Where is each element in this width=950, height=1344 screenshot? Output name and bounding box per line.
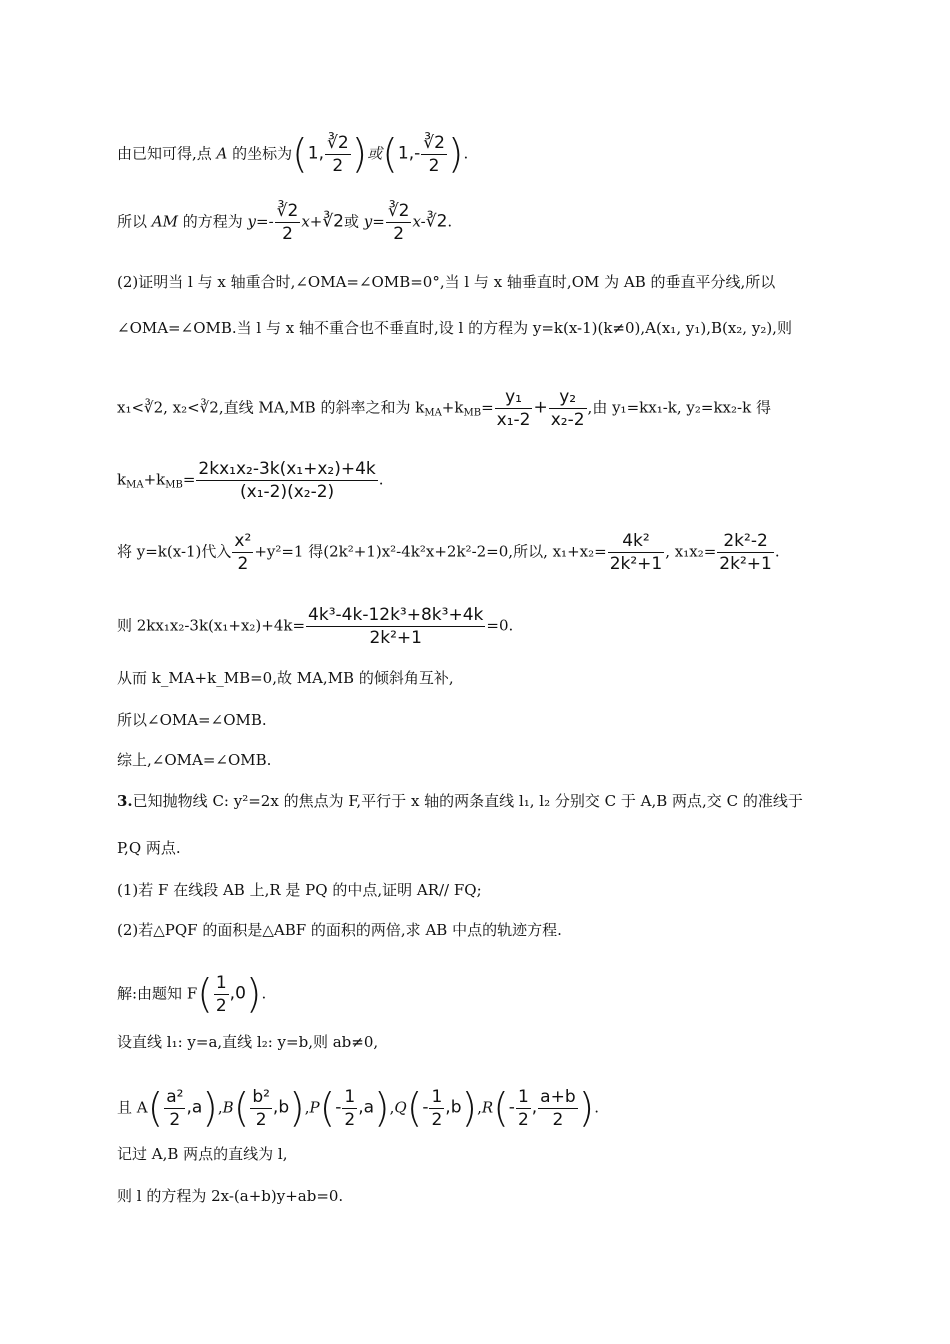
text-line: P,Q 两点. (117, 839, 181, 857)
paren-left: ( (493, 1085, 509, 1132)
text: . (463, 144, 469, 163)
text-line (117, 132, 468, 177)
math: + (533, 397, 548, 418)
math: 1,- (397, 143, 421, 164)
numerator: y₂ (549, 386, 587, 409)
numerator: ∛2 (327, 133, 349, 153)
fraction (306, 604, 485, 649)
fraction (342, 1086, 357, 1131)
text: 或 (367, 144, 383, 163)
math-var: R (481, 1098, 494, 1117)
denominator: 2 (332, 156, 344, 176)
fraction (275, 200, 301, 245)
text-line (117, 530, 780, 575)
paren-left: ( (292, 131, 308, 178)
fraction (386, 200, 412, 245)
numerator: ∛2 (276, 201, 299, 221)
text: 或 (344, 212, 364, 231)
fraction (429, 1086, 444, 1131)
denominator: x₂-2 (550, 410, 585, 430)
fraction (538, 1086, 577, 1131)
text: +k (143, 470, 166, 489)
numerator: 2kx₁x₂-3k(x₁+x₂)+4k (198, 459, 376, 479)
subscript: MB (463, 407, 482, 419)
numerator: 1 (517, 1087, 529, 1107)
paren-right: ) (202, 1085, 218, 1132)
text: = (481, 398, 494, 417)
numerator: x² (234, 531, 252, 551)
text-line: 设直线 l₁: y=a,直线 l₂: y=b,则 ab≠0, (117, 1033, 379, 1051)
denominator: 2 (552, 1110, 564, 1130)
fraction (549, 386, 587, 431)
text-line: 则 l 的方程为 2x-(a+b)y+ab=0. (117, 1187, 344, 1205)
numerator: a+b (540, 1087, 576, 1107)
numerator: ∛2 (387, 201, 410, 221)
fraction (495, 386, 533, 431)
denominator: (x₁-2)(x₂-2) (240, 482, 335, 502)
text: . (594, 1098, 600, 1117)
math-var: B (222, 1098, 234, 1117)
text: , x₁x₂= (665, 542, 717, 561)
paren-left: ( (147, 1085, 164, 1132)
text: +k (441, 398, 464, 417)
text: 已知抛物线 C: y²=2x 的焦点为 F,平行于 x 轴的两条直线 l₁, l₂ 分别交 C 于 A,B 两点,交 C 的准线于 (132, 792, 803, 810)
paren-right: ) (351, 131, 368, 178)
fraction (608, 530, 665, 575)
text: 由已知可得,点 (117, 144, 217, 163)
numerator: 4k² (608, 530, 665, 553)
text: =0. (486, 616, 514, 635)
fraction (250, 1086, 272, 1131)
text-line (117, 604, 513, 649)
denominator: 2 (431, 1110, 443, 1130)
text-line: (2)若△PQF 的面积是△ABF 的面积的两倍,求 AB 中点的轨迹方程. (117, 921, 562, 939)
math-var: A (216, 144, 228, 163)
subscript: MA (424, 407, 442, 419)
denominator: 2 (517, 1110, 529, 1130)
denominator: 2 (215, 996, 227, 1016)
math: 1, (307, 143, 325, 164)
math: ,a (186, 1097, 203, 1118)
paren-left: ( (197, 971, 213, 1018)
math: - (508, 1097, 515, 1118)
text: 将 y=k(x-1)代入 (117, 542, 232, 561)
paren-left: ( (319, 1085, 336, 1132)
text-line: 所以∠OMA=∠OMB. (117, 711, 267, 729)
denominator: 2 (428, 156, 440, 176)
numerator: ∛2 (423, 133, 445, 153)
fraction (516, 1086, 531, 1131)
math: ,0 (229, 983, 246, 1004)
denominator: 2k²+1 (609, 554, 663, 574)
fraction (196, 458, 377, 503)
text: = (182, 470, 196, 489)
denominator: 2 (344, 1110, 356, 1130)
text: . (447, 212, 453, 231)
numerator: 1 (431, 1087, 443, 1107)
paren-right: ) (374, 1085, 390, 1132)
math-var: Q (394, 1098, 407, 1117)
numerator: 1 (215, 973, 227, 993)
denominator: 2k²+1 (719, 554, 772, 574)
text: . (378, 470, 384, 489)
math: ∛2 (425, 211, 448, 232)
text-line: 综上,∠OMA=∠OMB. (117, 751, 272, 769)
text: ,由 y₁=kx₁-k, y₂=kx₂-k 得 (587, 398, 771, 417)
denominator: 2 (169, 1110, 181, 1130)
denominator: 2 (282, 224, 293, 244)
numerator: b² (252, 1087, 270, 1107)
numerator: a² (166, 1087, 184, 1107)
text: 解:由题知 F (117, 984, 198, 1003)
text-line (117, 200, 452, 245)
denominator: 2 (237, 554, 249, 574)
paren-left: ( (382, 131, 398, 178)
text-line (117, 386, 771, 431)
text: 的方程为 (177, 212, 248, 231)
numerator: 1 (344, 1087, 356, 1107)
fraction (325, 132, 351, 177)
text-line: ∠OMA=∠OMB.当 l 与 x 轴不重合也不垂直时,设 l 的方程为 y=k(x-1)(k≠0),A(x₁, y₁),B(x₂, y₂),则 (117, 319, 792, 337)
text-line (117, 972, 266, 1017)
paren-left: ( (406, 1085, 423, 1132)
numerator: y₁ (495, 386, 533, 409)
denominator: 2 (393, 224, 405, 244)
text-line (117, 458, 384, 503)
text-line: (2)证明当 l 与 x 轴重合时,∠OMA=∠OMB=0°,当 l 与 x 轴垂直时,OM 为 AB 的垂直平分线,所以 (117, 273, 776, 291)
numerator: 2k²-2 (717, 530, 774, 553)
math: y= (363, 212, 385, 231)
text-line: 从而 k_MA+k_MB=0,故 MA,MB 的倾斜角互补, (117, 669, 454, 687)
question-line (117, 791, 803, 811)
math: - (335, 1097, 342, 1118)
fraction (214, 972, 229, 1017)
paren-right: ) (578, 1085, 595, 1132)
paren-right: ) (461, 1085, 478, 1132)
text: 则 2kx₁x₂-3k(x₁+x₂)+4k= (117, 616, 306, 635)
subscript: MA (126, 479, 144, 491)
question-number: 3. (117, 792, 133, 810)
fraction (232, 530, 253, 575)
subscript: MB (165, 479, 183, 491)
text-line: 记过 A,B 两点的直线为 l, (117, 1145, 288, 1163)
math: x+ (301, 212, 323, 231)
fraction (421, 132, 447, 177)
math: , (531, 1097, 538, 1118)
math: - (422, 1097, 429, 1118)
denominator: 2k²+1 (369, 628, 422, 648)
math: ,b (445, 1097, 462, 1118)
math-var: AM (151, 212, 178, 231)
text: x₁<∛2, x₂<∛2,直线 MA,MB 的斜率之和为 k (117, 398, 425, 417)
math: y=- (247, 212, 274, 231)
text-line: (1)若 F 在线段 AB 上,R 是 PQ 的中点,证明 AR// FQ; (117, 881, 482, 899)
numerator: 4k³-4k-12k³+8k³+4k (308, 605, 484, 625)
paren-right: ) (245, 971, 262, 1018)
text: 的坐标为 (227, 144, 293, 163)
text: k (117, 470, 127, 489)
fraction (164, 1086, 185, 1131)
text: . (774, 542, 780, 561)
math: ,a (358, 1097, 375, 1118)
text: +y²=1 得(2k²+1)x²-4k²x+2k²-2=0,所以, x₁+x₂= (254, 542, 607, 561)
math-var: P (309, 1098, 320, 1117)
text-line: 且 A( $\frac{\text{a²}}{2}$ ,a),B( $\frac{\text{b²}}{2}$ ,b),P(- $\frac{1}{2}$ ,a),Q(- $\frac{1}{2}$ ,b),R(- $\frac{1}{2}$ , $\frac{a+b}{2}$ ). (117, 1085, 600, 1132)
paren-left: ( (233, 1085, 250, 1132)
denominator: x₁-2 (496, 410, 531, 430)
fraction (717, 530, 774, 575)
math: ,b (272, 1097, 290, 1118)
math: x- (412, 212, 426, 231)
paren-right: ) (289, 1085, 305, 1132)
math: ∛2 (322, 211, 344, 232)
paren-right: ) (447, 131, 464, 178)
text: 所以 (117, 212, 152, 231)
text: 且 A (117, 1098, 148, 1117)
denominator: 2 (255, 1110, 267, 1130)
text: . (261, 984, 267, 1003)
